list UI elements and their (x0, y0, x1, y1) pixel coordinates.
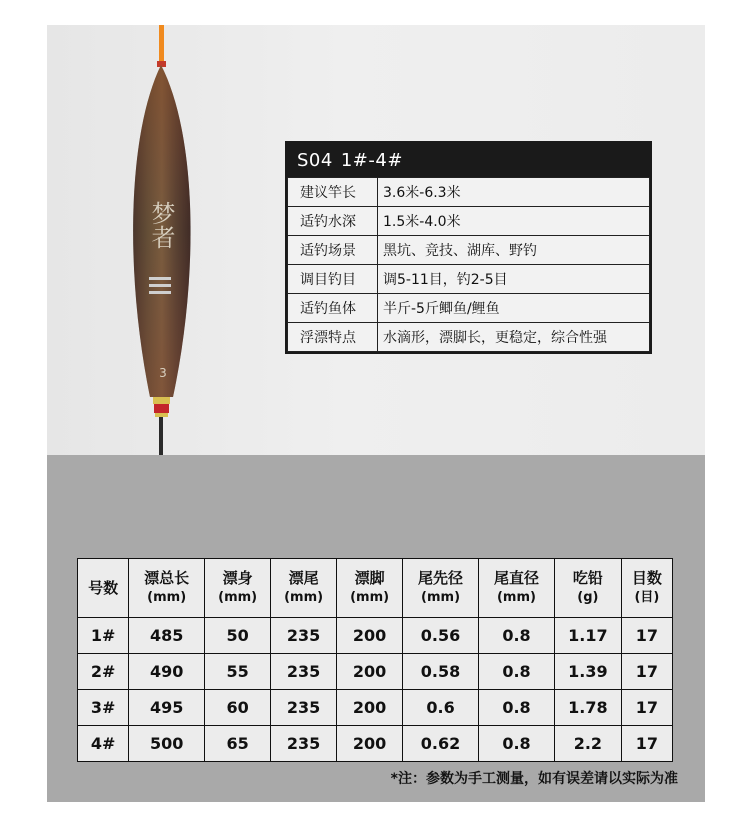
spec-value: 1.5米-4.0米 (378, 207, 650, 236)
model-range: 1#-4# (340, 149, 403, 171)
table-cell: 60 (205, 690, 271, 726)
table-cell: 485 (129, 618, 205, 654)
table-cell: 0.62 (403, 726, 479, 762)
table-cell: 0.6 (403, 690, 479, 726)
table-cell: 495 (129, 690, 205, 726)
table-cell: 50 (205, 618, 271, 654)
column-unit: (目) (634, 590, 660, 605)
parameter-table (77, 558, 673, 762)
table-cell: 1.78 (554, 690, 621, 726)
table-cell: 235 (271, 618, 337, 654)
column-name: 漂尾 (288, 569, 319, 587)
table-cell: 3# (78, 690, 129, 726)
column-unit: (mm) (147, 590, 187, 605)
spec-card (285, 141, 652, 354)
column-header (78, 559, 129, 618)
column-header (205, 559, 271, 618)
table-cell: 200 (337, 654, 403, 690)
table-cell: 1.39 (554, 654, 621, 690)
table-cell: 2# (78, 654, 129, 690)
column-unit: (mm) (284, 590, 324, 605)
column-name: 号数 (88, 579, 119, 597)
float-number: 3 (159, 366, 167, 380)
table-cell: 0.8 (479, 726, 555, 762)
table-cell: 0.8 (479, 618, 555, 654)
spec-value: 半斤-5斤鲫鱼/鲤鱼 (378, 294, 650, 323)
spec-label: 调目钓目 (288, 265, 378, 294)
spec-row (288, 207, 650, 236)
table-cell: 235 (271, 726, 337, 762)
spec-label: 适钓鱼体 (288, 294, 378, 323)
column-name: 目数 (631, 569, 662, 587)
spec-row (288, 265, 650, 294)
column-name: 漂脚 (354, 569, 385, 587)
spec-label: 建议竿长 (288, 178, 378, 207)
spec-value: 黑坑、竞技、湖库、野钓 (378, 236, 650, 265)
fishing-float-icon (47, 25, 277, 455)
column-name: 漂身 (222, 569, 253, 587)
table-cell: 490 (129, 654, 205, 690)
column-unit: (mm) (496, 590, 536, 605)
column-header (621, 559, 672, 618)
column-header (479, 559, 555, 618)
table-cell: 55 (205, 654, 271, 690)
column-unit: (mm) (350, 590, 390, 605)
fishing-float-image (47, 25, 277, 455)
spec-value: 3.6米-6.3米 (378, 178, 650, 207)
table-cell: 17 (621, 726, 672, 762)
table-cell: 235 (271, 690, 337, 726)
column-header (403, 559, 479, 618)
table-cell: 65 (205, 726, 271, 762)
table-cell: 2.2 (554, 726, 621, 762)
spec-row (288, 178, 650, 207)
model-code: S04 (297, 149, 333, 171)
spec-header (287, 143, 650, 177)
spec-row (288, 294, 650, 323)
table-cell: 0.58 (403, 654, 479, 690)
spec-row (288, 236, 650, 265)
column-name: 尾先径 (418, 569, 464, 587)
table-cell: 1.17 (554, 618, 621, 654)
table-row (78, 690, 673, 726)
table-cell: 200 (337, 690, 403, 726)
column-header (554, 559, 621, 618)
table-row (78, 654, 673, 690)
measurement-note: *注：参数为手工测量，如有误差请以实际为准 (390, 771, 678, 787)
spec-value: 水滴形，漂脚长，更稳定，综合性强 (378, 323, 650, 352)
table-row (78, 726, 673, 762)
column-name: 漂总长 (144, 569, 190, 587)
table-cell: 17 (621, 618, 672, 654)
table-cell: 200 (337, 618, 403, 654)
column-header (129, 559, 205, 618)
spec-label: 适钓水深 (288, 207, 378, 236)
column-header (337, 559, 403, 618)
column-unit: (mm) (218, 590, 258, 605)
table-row (78, 618, 673, 654)
table-cell: 0.56 (403, 618, 479, 654)
table-cell: 1# (78, 618, 129, 654)
spec-label: 浮漂特点 (288, 323, 378, 352)
brand-text: 梦者 (147, 201, 175, 249)
spec-value: 调5-11目，钓2-5目 (378, 265, 650, 294)
table-cell: 17 (621, 690, 672, 726)
column-unit: (g) (577, 590, 599, 605)
column-header (271, 559, 337, 618)
spec-row (288, 323, 650, 352)
column-name: 吃铅 (572, 569, 603, 587)
table-cell: 0.8 (479, 654, 555, 690)
column-unit: (mm) (421, 590, 461, 605)
table-cell: 200 (337, 726, 403, 762)
spec-label: 适钓场景 (288, 236, 378, 265)
table-cell: 235 (271, 654, 337, 690)
spec-table (287, 177, 650, 352)
table-cell: 4# (78, 726, 129, 762)
column-name: 尾直径 (493, 569, 539, 587)
table-cell: 0.8 (479, 690, 555, 726)
table-cell: 17 (621, 654, 672, 690)
table-cell: 500 (129, 726, 205, 762)
